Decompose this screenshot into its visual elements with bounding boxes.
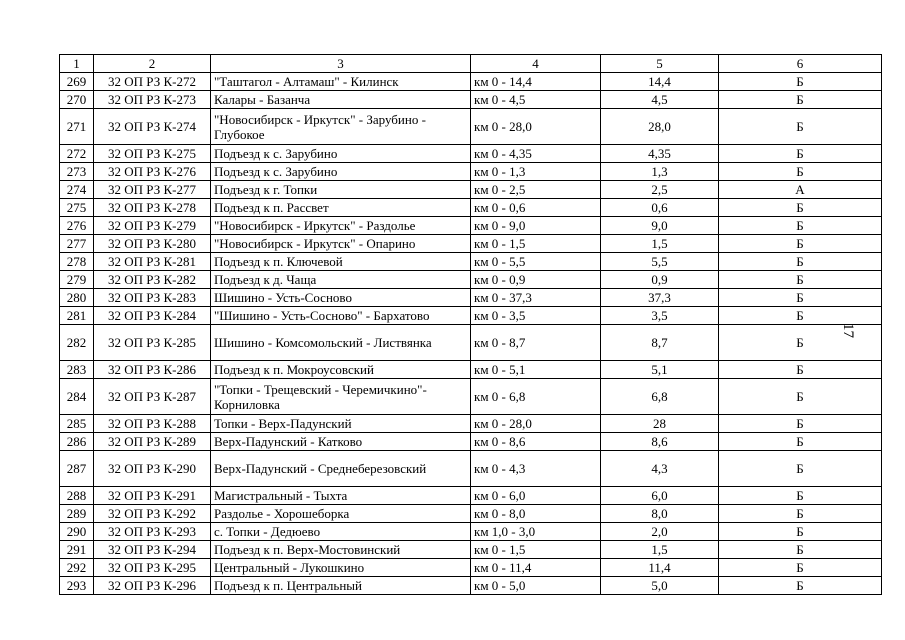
road-code-cell: 32 ОП РЗ К-272 [94, 73, 211, 91]
row-number-cell: 278 [60, 253, 94, 271]
km-range-cell: км 0 - 8,6 [471, 433, 601, 451]
road-name-cell: Подъезд к д. Чаща [211, 271, 471, 289]
road-name-cell: "Новосибирск - Иркутск" - Опарино [211, 235, 471, 253]
length-cell: 1,5 [601, 541, 719, 559]
road-name-cell: Подъезд к п. Верх-Мостовинский [211, 541, 471, 559]
column-header: 6 [719, 55, 882, 73]
row-number-cell: 281 [60, 307, 94, 325]
row-number-cell: 269 [60, 73, 94, 91]
column-header: 4 [471, 55, 601, 73]
category-cell: А [719, 181, 882, 199]
category-cell: Б [719, 325, 882, 361]
km-range-cell: км 0 - 1,3 [471, 163, 601, 181]
road-name-cell: Подъезд к п. Мокроусовский [211, 361, 471, 379]
table-row [60, 181, 882, 199]
length-cell: 9,0 [601, 217, 719, 235]
km-range-cell: км 0 - 4,5 [471, 91, 601, 109]
road-name-cell: с. Топки - Дедюево [211, 523, 471, 541]
table-row [60, 451, 882, 487]
category-cell: Б [719, 271, 882, 289]
category-cell: Б [719, 199, 882, 217]
length-cell: 0,6 [601, 199, 719, 217]
road-name-cell: "Шишино - Усть-Сосново" - Бархатово [211, 307, 471, 325]
length-cell: 14,4 [601, 73, 719, 91]
road-name-cell: "Новосибирск - Иркутск" - Зарубино - Глубокое [211, 109, 471, 145]
road-code-cell: 32 ОП РЗ К-292 [94, 505, 211, 523]
length-cell: 6,8 [601, 379, 719, 415]
row-number-cell: 275 [60, 199, 94, 217]
row-number-cell: 274 [60, 181, 94, 199]
length-cell: 8,0 [601, 505, 719, 523]
road-code-cell: 32 ОП РЗ К-275 [94, 145, 211, 163]
km-range-cell: км 0 - 2,5 [471, 181, 601, 199]
category-cell: Б [719, 307, 882, 325]
length-cell: 37,3 [601, 289, 719, 307]
table-row [60, 253, 882, 271]
km-range-cell: км 0 - 6,0 [471, 487, 601, 505]
km-range-cell: км 0 - 5,0 [471, 577, 601, 595]
road-code-cell: 32 ОП РЗ К-277 [94, 181, 211, 199]
table-row [60, 487, 882, 505]
road-code-cell: 32 ОП РЗ К-273 [94, 91, 211, 109]
table-row [60, 73, 882, 91]
category-cell: Б [719, 253, 882, 271]
km-range-cell: км 0 - 4,3 [471, 451, 601, 487]
table-row [60, 379, 882, 415]
category-cell: Б [719, 73, 882, 91]
road-name-cell: Подъезд к п. Рассвет [211, 199, 471, 217]
row-number-cell: 271 [60, 109, 94, 145]
km-range-cell: км 0 - 0,6 [471, 199, 601, 217]
row-number-cell: 272 [60, 145, 94, 163]
road-name-cell: Калары - Базанча [211, 91, 471, 109]
row-number-cell: 280 [60, 289, 94, 307]
road-code-cell: 32 ОП РЗ К-289 [94, 433, 211, 451]
category-cell: Б [719, 541, 882, 559]
road-code-cell: 32 ОП РЗ К-296 [94, 577, 211, 595]
road-code-cell: 32 ОП РЗ К-286 [94, 361, 211, 379]
page-number: 17 [840, 323, 856, 338]
road-name-cell: Центральный - Лукошкино [211, 559, 471, 577]
km-range-cell: км 0 - 8,0 [471, 505, 601, 523]
road-code-cell: 32 ОП РЗ К-290 [94, 451, 211, 487]
category-cell: Б [719, 145, 882, 163]
road-code-cell: 32 ОП РЗ К-278 [94, 199, 211, 217]
road-name-cell: Шишино - Комсомольский - Листвянка [211, 325, 471, 361]
table-row [60, 433, 882, 451]
length-cell: 0,9 [601, 271, 719, 289]
table-row [60, 307, 882, 325]
table-row [60, 199, 882, 217]
length-cell: 1,3 [601, 163, 719, 181]
road-name-cell: "Новосибирск - Иркутск" - Раздолье [211, 217, 471, 235]
length-cell: 6,0 [601, 487, 719, 505]
category-cell: Б [719, 109, 882, 145]
length-cell: 5,0 [601, 577, 719, 595]
table-row [60, 325, 882, 361]
road-code-cell: 32 ОП РЗ К-281 [94, 253, 211, 271]
km-range-cell: км 0 - 6,8 [471, 379, 601, 415]
category-cell: Б [719, 91, 882, 109]
category-cell: Б [719, 577, 882, 595]
table-row [60, 235, 882, 253]
category-cell: Б [719, 487, 882, 505]
length-cell: 28 [601, 415, 719, 433]
km-range-cell: км 0 - 1,5 [471, 235, 601, 253]
road-code-cell: 32 ОП РЗ К-291 [94, 487, 211, 505]
table-row [60, 361, 882, 379]
row-number-cell: 277 [60, 235, 94, 253]
road-name-cell: Подъезд к п. Ключевой [211, 253, 471, 271]
row-number-cell: 292 [60, 559, 94, 577]
length-cell: 3,5 [601, 307, 719, 325]
km-range-cell: км 1,0 - 3,0 [471, 523, 601, 541]
road-code-cell: 32 ОП РЗ К-285 [94, 325, 211, 361]
table-row [60, 289, 882, 307]
km-range-cell: км 0 - 37,3 [471, 289, 601, 307]
table-row [60, 415, 882, 433]
table-row [60, 505, 882, 523]
km-range-cell: км 0 - 8,7 [471, 325, 601, 361]
category-cell: Б [719, 361, 882, 379]
km-range-cell: км 0 - 5,5 [471, 253, 601, 271]
road-name-cell: Магистральный - Тыхта [211, 487, 471, 505]
road-code-cell: 32 ОП РЗ К-287 [94, 379, 211, 415]
row-number-cell: 282 [60, 325, 94, 361]
length-cell: 1,5 [601, 235, 719, 253]
road-code-cell: 32 ОП РЗ К-274 [94, 109, 211, 145]
column-header: 1 [60, 55, 94, 73]
length-cell: 2,0 [601, 523, 719, 541]
road-name-cell: "Топки - Трещевский - Черемичкино"- Корниловка [211, 379, 471, 415]
row-number-cell: 270 [60, 91, 94, 109]
road-name-cell: Верх-Падунский - Катково [211, 433, 471, 451]
category-cell: Б [719, 505, 882, 523]
km-range-cell: км 0 - 0,9 [471, 271, 601, 289]
road-name-cell: Раздолье - Хорошеборка [211, 505, 471, 523]
category-cell: Б [719, 415, 882, 433]
category-cell: Б [719, 235, 882, 253]
table-row [60, 541, 882, 559]
row-number-cell: 288 [60, 487, 94, 505]
road-code-cell: 32 ОП РЗ К-282 [94, 271, 211, 289]
column-header: 5 [601, 55, 719, 73]
row-number-cell: 289 [60, 505, 94, 523]
road-code-cell: 32 ОП РЗ К-283 [94, 289, 211, 307]
row-number-cell: 293 [60, 577, 94, 595]
road-name-cell: Шишино - Усть-Сосново [211, 289, 471, 307]
length-cell: 11,4 [601, 559, 719, 577]
length-cell: 4,5 [601, 91, 719, 109]
length-cell: 28,0 [601, 109, 719, 145]
category-cell: Б [719, 523, 882, 541]
row-number-cell: 286 [60, 433, 94, 451]
road-code-cell: 32 ОП РЗ К-279 [94, 217, 211, 235]
table-row [60, 577, 882, 595]
row-number-cell: 279 [60, 271, 94, 289]
road-code-cell: 32 ОП РЗ К-294 [94, 541, 211, 559]
length-cell: 4,35 [601, 145, 719, 163]
length-cell: 8,7 [601, 325, 719, 361]
road-name-cell: Подъезд к п. Центральный [211, 577, 471, 595]
road-code-cell: 32 ОП РЗ К-284 [94, 307, 211, 325]
row-number-cell: 287 [60, 451, 94, 487]
table-row [60, 217, 882, 235]
category-cell: Б [719, 289, 882, 307]
table-row [60, 91, 882, 109]
km-range-cell: км 0 - 5,1 [471, 361, 601, 379]
road-name-cell: Подъезд к с. Зарубино [211, 163, 471, 181]
length-cell: 5,5 [601, 253, 719, 271]
length-cell: 8,6 [601, 433, 719, 451]
row-number-cell: 283 [60, 361, 94, 379]
table-row [60, 145, 882, 163]
km-range-cell: км 0 - 4,35 [471, 145, 601, 163]
km-range-cell: км 0 - 28,0 [471, 415, 601, 433]
length-cell: 2,5 [601, 181, 719, 199]
column-header: 2 [94, 55, 211, 73]
road-code-cell: 32 ОП РЗ К-276 [94, 163, 211, 181]
category-cell: Б [719, 217, 882, 235]
road-name-cell: Подъезд к г. Топки [211, 181, 471, 199]
category-cell: Б [719, 433, 882, 451]
length-cell: 5,1 [601, 361, 719, 379]
km-range-cell: км 0 - 28,0 [471, 109, 601, 145]
length-cell: 4,3 [601, 451, 719, 487]
table-row [60, 559, 882, 577]
km-range-cell: км 0 - 3,5 [471, 307, 601, 325]
km-range-cell: км 0 - 11,4 [471, 559, 601, 577]
road-name-cell: Подъезд к с. Зарубино [211, 145, 471, 163]
km-range-cell: км 0 - 9,0 [471, 217, 601, 235]
column-header: 3 [211, 55, 471, 73]
table-row [60, 163, 882, 181]
road-name-cell: Топки - Верх-Падунский [211, 415, 471, 433]
table-row [60, 523, 882, 541]
table-row [60, 271, 882, 289]
row-number-cell: 276 [60, 217, 94, 235]
row-number-cell: 290 [60, 523, 94, 541]
table-header-row [60, 55, 882, 73]
road-code-cell: 32 ОП РЗ К-288 [94, 415, 211, 433]
category-cell: Б [719, 559, 882, 577]
category-cell: Б [719, 163, 882, 181]
table-body [60, 73, 882, 595]
road-code-cell: 32 ОП РЗ К-295 [94, 559, 211, 577]
row-number-cell: 284 [60, 379, 94, 415]
road-code-cell: 32 ОП РЗ К-280 [94, 235, 211, 253]
category-cell: Б [719, 451, 882, 487]
roads-table [59, 54, 882, 595]
km-range-cell: км 0 - 1,5 [471, 541, 601, 559]
km-range-cell: км 0 - 14,4 [471, 73, 601, 91]
road-code-cell: 32 ОП РЗ К-293 [94, 523, 211, 541]
row-number-cell: 273 [60, 163, 94, 181]
category-cell: Б [719, 379, 882, 415]
road-name-cell: "Таштагол - Алтамаш" - Килинск [211, 73, 471, 91]
row-number-cell: 291 [60, 541, 94, 559]
table-row [60, 109, 882, 145]
row-number-cell: 285 [60, 415, 94, 433]
road-name-cell: Верх-Падунский - Среднеберезовский [211, 451, 471, 487]
